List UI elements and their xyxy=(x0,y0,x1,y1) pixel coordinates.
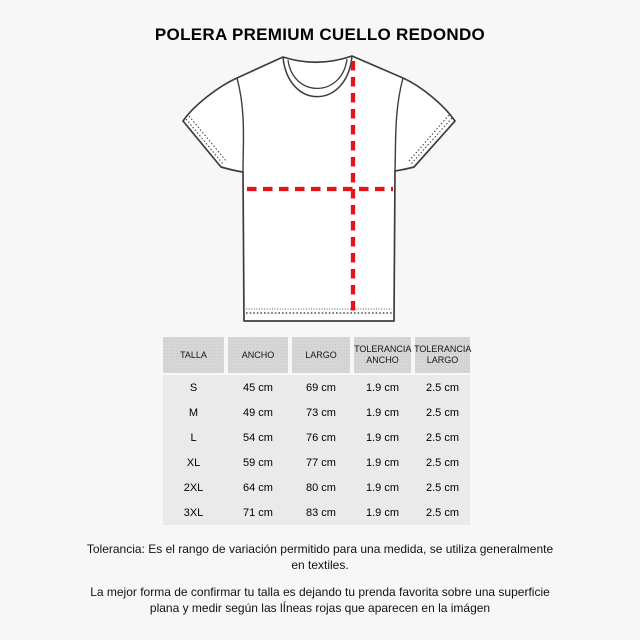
table-cell: 1.9 cm xyxy=(365,381,399,394)
table-cell: M xyxy=(188,406,199,419)
table-cell: 83 cm xyxy=(306,506,336,519)
measuring-instructions-note: La mejor forma de confirmar tu talla es dejando tu prenda favorita sobre una superficie plana y medir según las lÍneas rojas que aparecen en la imágen xyxy=(90,585,550,615)
table-cell: 2.5 cm xyxy=(425,456,459,469)
header-cell-tolerancia-largo: TOLERANCIA LARGO xyxy=(415,337,470,373)
table-cell: 1.9 cm xyxy=(365,406,399,419)
tshirt-measurement-diagram xyxy=(0,49,640,334)
table-cell: L xyxy=(190,431,197,444)
table-cell: 49 cm xyxy=(243,406,273,419)
table-cell: 45 cm xyxy=(243,381,273,394)
size-table-header-row xyxy=(163,337,470,373)
table-cell: 1.9 cm xyxy=(365,431,399,444)
table-cell: XL xyxy=(186,456,201,469)
table-cell: 2.5 cm xyxy=(425,506,459,519)
header-cell-talla: TALLA xyxy=(163,337,224,373)
table-cell: 73 cm xyxy=(306,406,336,419)
table-cell: 77 cm xyxy=(306,456,336,469)
tshirt-diagram-svg xyxy=(0,49,640,334)
table-cell: 80 cm xyxy=(306,481,336,494)
page-title: POLERA PREMIUM CUELLO REDONDO xyxy=(154,25,486,44)
table-row-xl xyxy=(163,450,470,475)
table-row-m xyxy=(163,400,470,425)
table-cell: 69 cm xyxy=(306,381,336,394)
table-cell: 3XL xyxy=(183,506,204,519)
header-cell-largo: LARGO xyxy=(292,337,350,373)
table-cell: 76 cm xyxy=(306,431,336,444)
table-cell: 2.5 cm xyxy=(425,381,459,394)
table-row-2xl xyxy=(163,475,470,500)
table-row-3xl xyxy=(163,500,470,525)
table-cell: 59 cm xyxy=(243,456,273,469)
table-cell: 1.9 cm xyxy=(365,456,399,469)
size-table-body xyxy=(163,375,470,525)
table-cell: 2XL xyxy=(183,481,204,494)
header-cell-ancho: ANCHO xyxy=(228,337,288,373)
table-cell: 64 cm xyxy=(243,481,273,494)
table-cell: 1.9 cm xyxy=(365,506,399,519)
tolerance-note: Tolerancia: Es el rango de variación permitido para una medida, se utiliza generalmente en textiles. xyxy=(86,542,554,572)
table-cell: 54 cm xyxy=(243,431,273,444)
table-cell: 2.5 cm xyxy=(425,431,459,444)
table-cell: 2.5 cm xyxy=(425,481,459,494)
table-cell: 71 cm xyxy=(243,506,273,519)
table-row-s xyxy=(163,375,470,400)
table-row-l xyxy=(163,425,470,450)
table-cell: 2.5 cm xyxy=(425,406,459,419)
table-cell: S xyxy=(189,381,198,394)
header-cell-tolerancia-ancho: TOLERANCIA ANCHO xyxy=(354,337,411,373)
table-cell: 1.9 cm xyxy=(365,481,399,494)
size-table xyxy=(163,337,470,525)
